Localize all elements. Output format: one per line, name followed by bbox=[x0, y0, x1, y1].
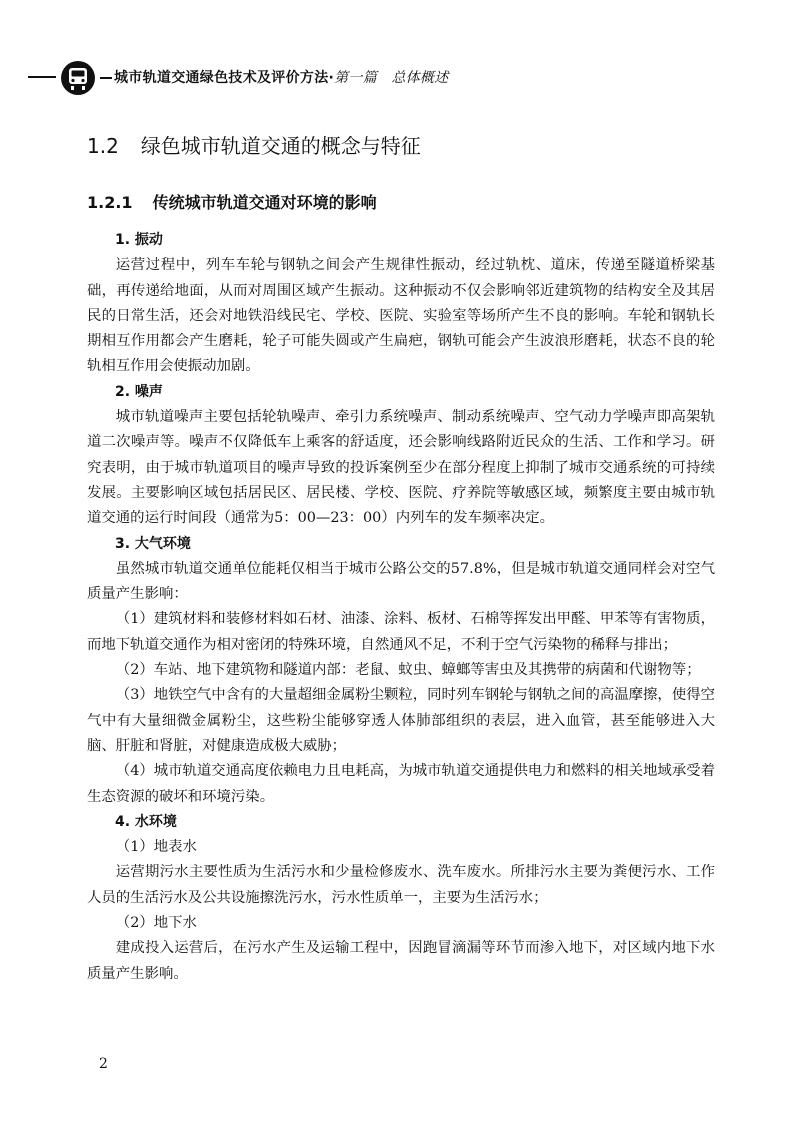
topic-heading-vibration: 1. 振动 bbox=[115, 232, 163, 248]
paragraph: 运营过程中，列车车轮与钢轨之间会产生规律性振动，经过轨枕、道床，传递至隧道桥梁基础，再传递给地面，从而对周围区域产生振动。这种振动不仅会影响邻近建筑物的结构安全及其居民的日常生活，还会对地铁沿线民宅、学校、医院、实验室等场所产生不良的影响。车轮和钢轨长期相互作用都会产生磨耗，轮子可能失圆或产生扁疤，钢轨可能会产生波浪形磨耗，状态不良的轮轨相互作用会使振动加剧。 bbox=[87, 257, 715, 375]
header-rule bbox=[28, 76, 56, 78]
header-title bbox=[100, 67, 449, 87]
topic-heading-atmosphere: 3. 大气环境 bbox=[115, 535, 191, 552]
paragraph: 建成投入运营后，在污水产生及运输工程中，因跑冒滴漏等环节而渗入地下，对区域内地下水质量产生影响。 bbox=[87, 940, 715, 982]
subsection-heading bbox=[87, 190, 377, 213]
list-paragraph: （3）地铁空气中含有的大量超细金属粉尘颗粒，同时列车钢轮与钢轨之间的高温摩擦，使得空气中有大量细微金属粉尘，这些粉尘能够穿透人体肺部组织的表层，进入血管，甚至能够进入大脑、肝脏和肾脏，对健康造成极大威胁； bbox=[87, 687, 715, 754]
section-number: 1.2 bbox=[87, 134, 119, 158]
subsection-number: 1.2.1 bbox=[87, 193, 133, 212]
topic-heading-noise: 2. 噪声 bbox=[115, 383, 163, 400]
section-heading bbox=[87, 130, 421, 159]
body-text bbox=[87, 228, 715, 987]
section-title: 绿色城市轨道交通的概念与特征 bbox=[140, 134, 421, 158]
sub-heading-surface-water: （1）地表水 bbox=[115, 839, 197, 856]
header-dash bbox=[100, 77, 112, 79]
running-header bbox=[28, 58, 768, 98]
paragraph: 城市轨道噪声主要包括轮轨噪声、牵引力系统噪声、制动系统噪声、空气动力学噪声即高架轨道二次噪声等。噪声不仅降低车上乘客的舒适度，还会影响线路附近民众的生活、工作和学习。研究表明，由于城市轨道项目的噪声导致的投诉案例至少在部分程度上抑制了城市交通系统的可持续发展。主要影响区域包括居民区、居民楼、学校、医院、疗养院等敏感区域，频繁度主要由城市轨道交通的运行时间段（通常为5：00—23：00）内列车的发车频率决定。 bbox=[87, 409, 715, 527]
page-number: 2 bbox=[99, 1056, 108, 1072]
list-paragraph: （1）建筑材料和装修材料如石材、油漆、涂料、板材、石棉等挥发出甲醛、甲苯等有害物质，而地下轨道交通作为相对密闭的特殊环境，自然通风不足，不利于空气污染物的稀释与排出； bbox=[87, 611, 715, 653]
sub-heading-groundwater: （2）地下水 bbox=[115, 915, 197, 932]
subsection-title: 传统城市轨道交通对环境的影响 bbox=[152, 193, 377, 212]
paragraph: 运营期污水主要性质为生活污水和少量检修废水、洗车废水。所排污水主要为粪便污水、工作人员的生活污水及公共设施擦洗污水，污水性质单一，主要为生活污水； bbox=[87, 864, 715, 906]
list-paragraph: （2）车站、地下建筑物和隧道内部：老鼠、蚊虫、蟑螂等害虫及其携带的病菌和代谢物等； bbox=[115, 662, 701, 679]
part-title: 第一篇 总体概述 bbox=[334, 70, 449, 86]
metro-train-icon bbox=[60, 60, 96, 96]
paragraph: 虽然城市轨道交通单位能耗仅相当于城市公路公交的57.8%，但是城市轨道交通同样会对空气质量产生影响： bbox=[87, 560, 715, 603]
book-title: 城市轨道交通绿色技术及评价方法· bbox=[114, 70, 335, 86]
topic-heading-water: 4. 水环境 bbox=[115, 813, 177, 830]
list-paragraph: （4）城市轨道交通高度依赖电力且电耗高，为城市轨道交通提供电力和燃料的相关地域承受着生态资源的破坏和环境污染。 bbox=[87, 763, 715, 805]
